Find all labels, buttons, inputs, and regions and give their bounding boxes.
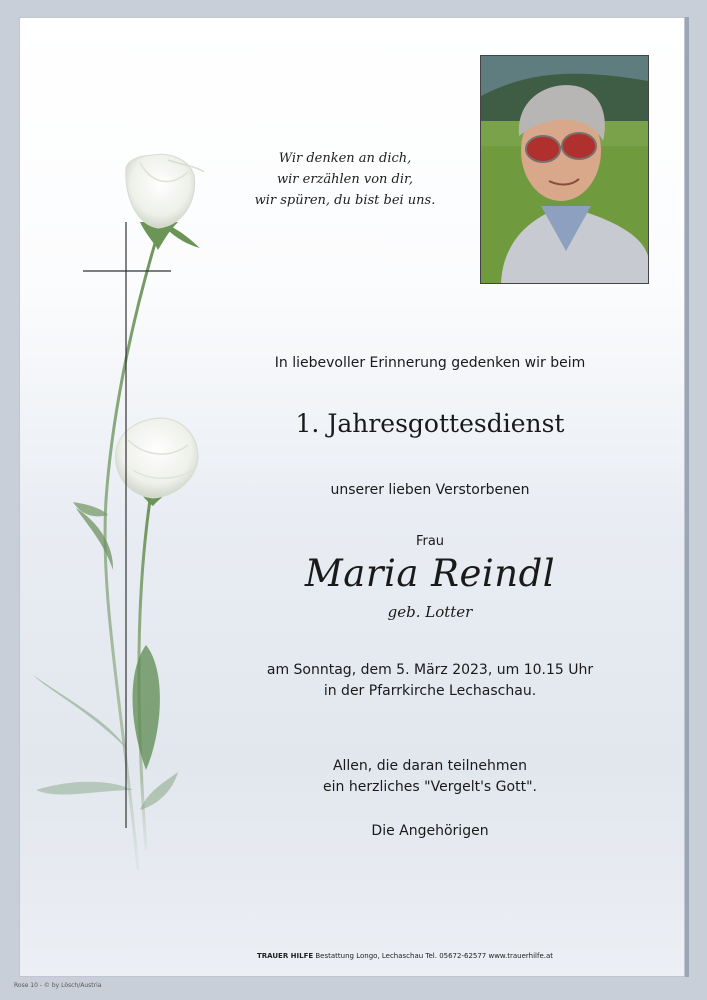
footer-details: Bestattung Longo, Lechaschau Tel. 05672-62577 www.trauerhilfe.at — [315, 952, 554, 960]
deceased-intro: unserer lieben Verstorbenen — [330, 482, 530, 498]
thanks-line-2: ein herzliches "Vergelt's Gott". — [323, 779, 537, 795]
quote-line-2: wir erzählen von dir, — [277, 172, 413, 187]
signature: Die Angehörigen — [371, 823, 489, 839]
rose-illustration — [28, 150, 218, 890]
card-edge — [685, 17, 689, 977]
thanks-note — [230, 756, 630, 798]
portrait-photo — [480, 55, 649, 284]
service-title: 1. Jahresgottesdienst — [295, 409, 565, 438]
quote-line-3: wir spüren, du bist bei uns. — [254, 193, 436, 208]
deceased-name: Maria Reindl — [304, 552, 556, 595]
quote-line-1: Wir denken an dich, — [278, 151, 412, 166]
salutation: Frau — [415, 534, 445, 549]
event-place: in der Pfarrkirche Lechaschau. — [323, 683, 537, 699]
event-details — [230, 660, 630, 702]
announcement-intro: In liebevoller Erinnerung gedenken wir beim — [274, 355, 586, 371]
birth-name: geb. Lotter — [387, 603, 473, 621]
thanks-line-1: Allen, die daran teilnehmen — [332, 758, 528, 774]
image-credit: Rose 10 - © by Lösch/Austria — [14, 982, 102, 989]
footer-brand: TRAUER HILFE — [256, 952, 314, 960]
event-date: am Sonntag, dem 5. März 2023, um 10.15 Uhr — [266, 662, 594, 678]
cross-icon — [83, 222, 171, 828]
footer — [170, 952, 640, 960]
memorial-quote — [240, 148, 450, 211]
